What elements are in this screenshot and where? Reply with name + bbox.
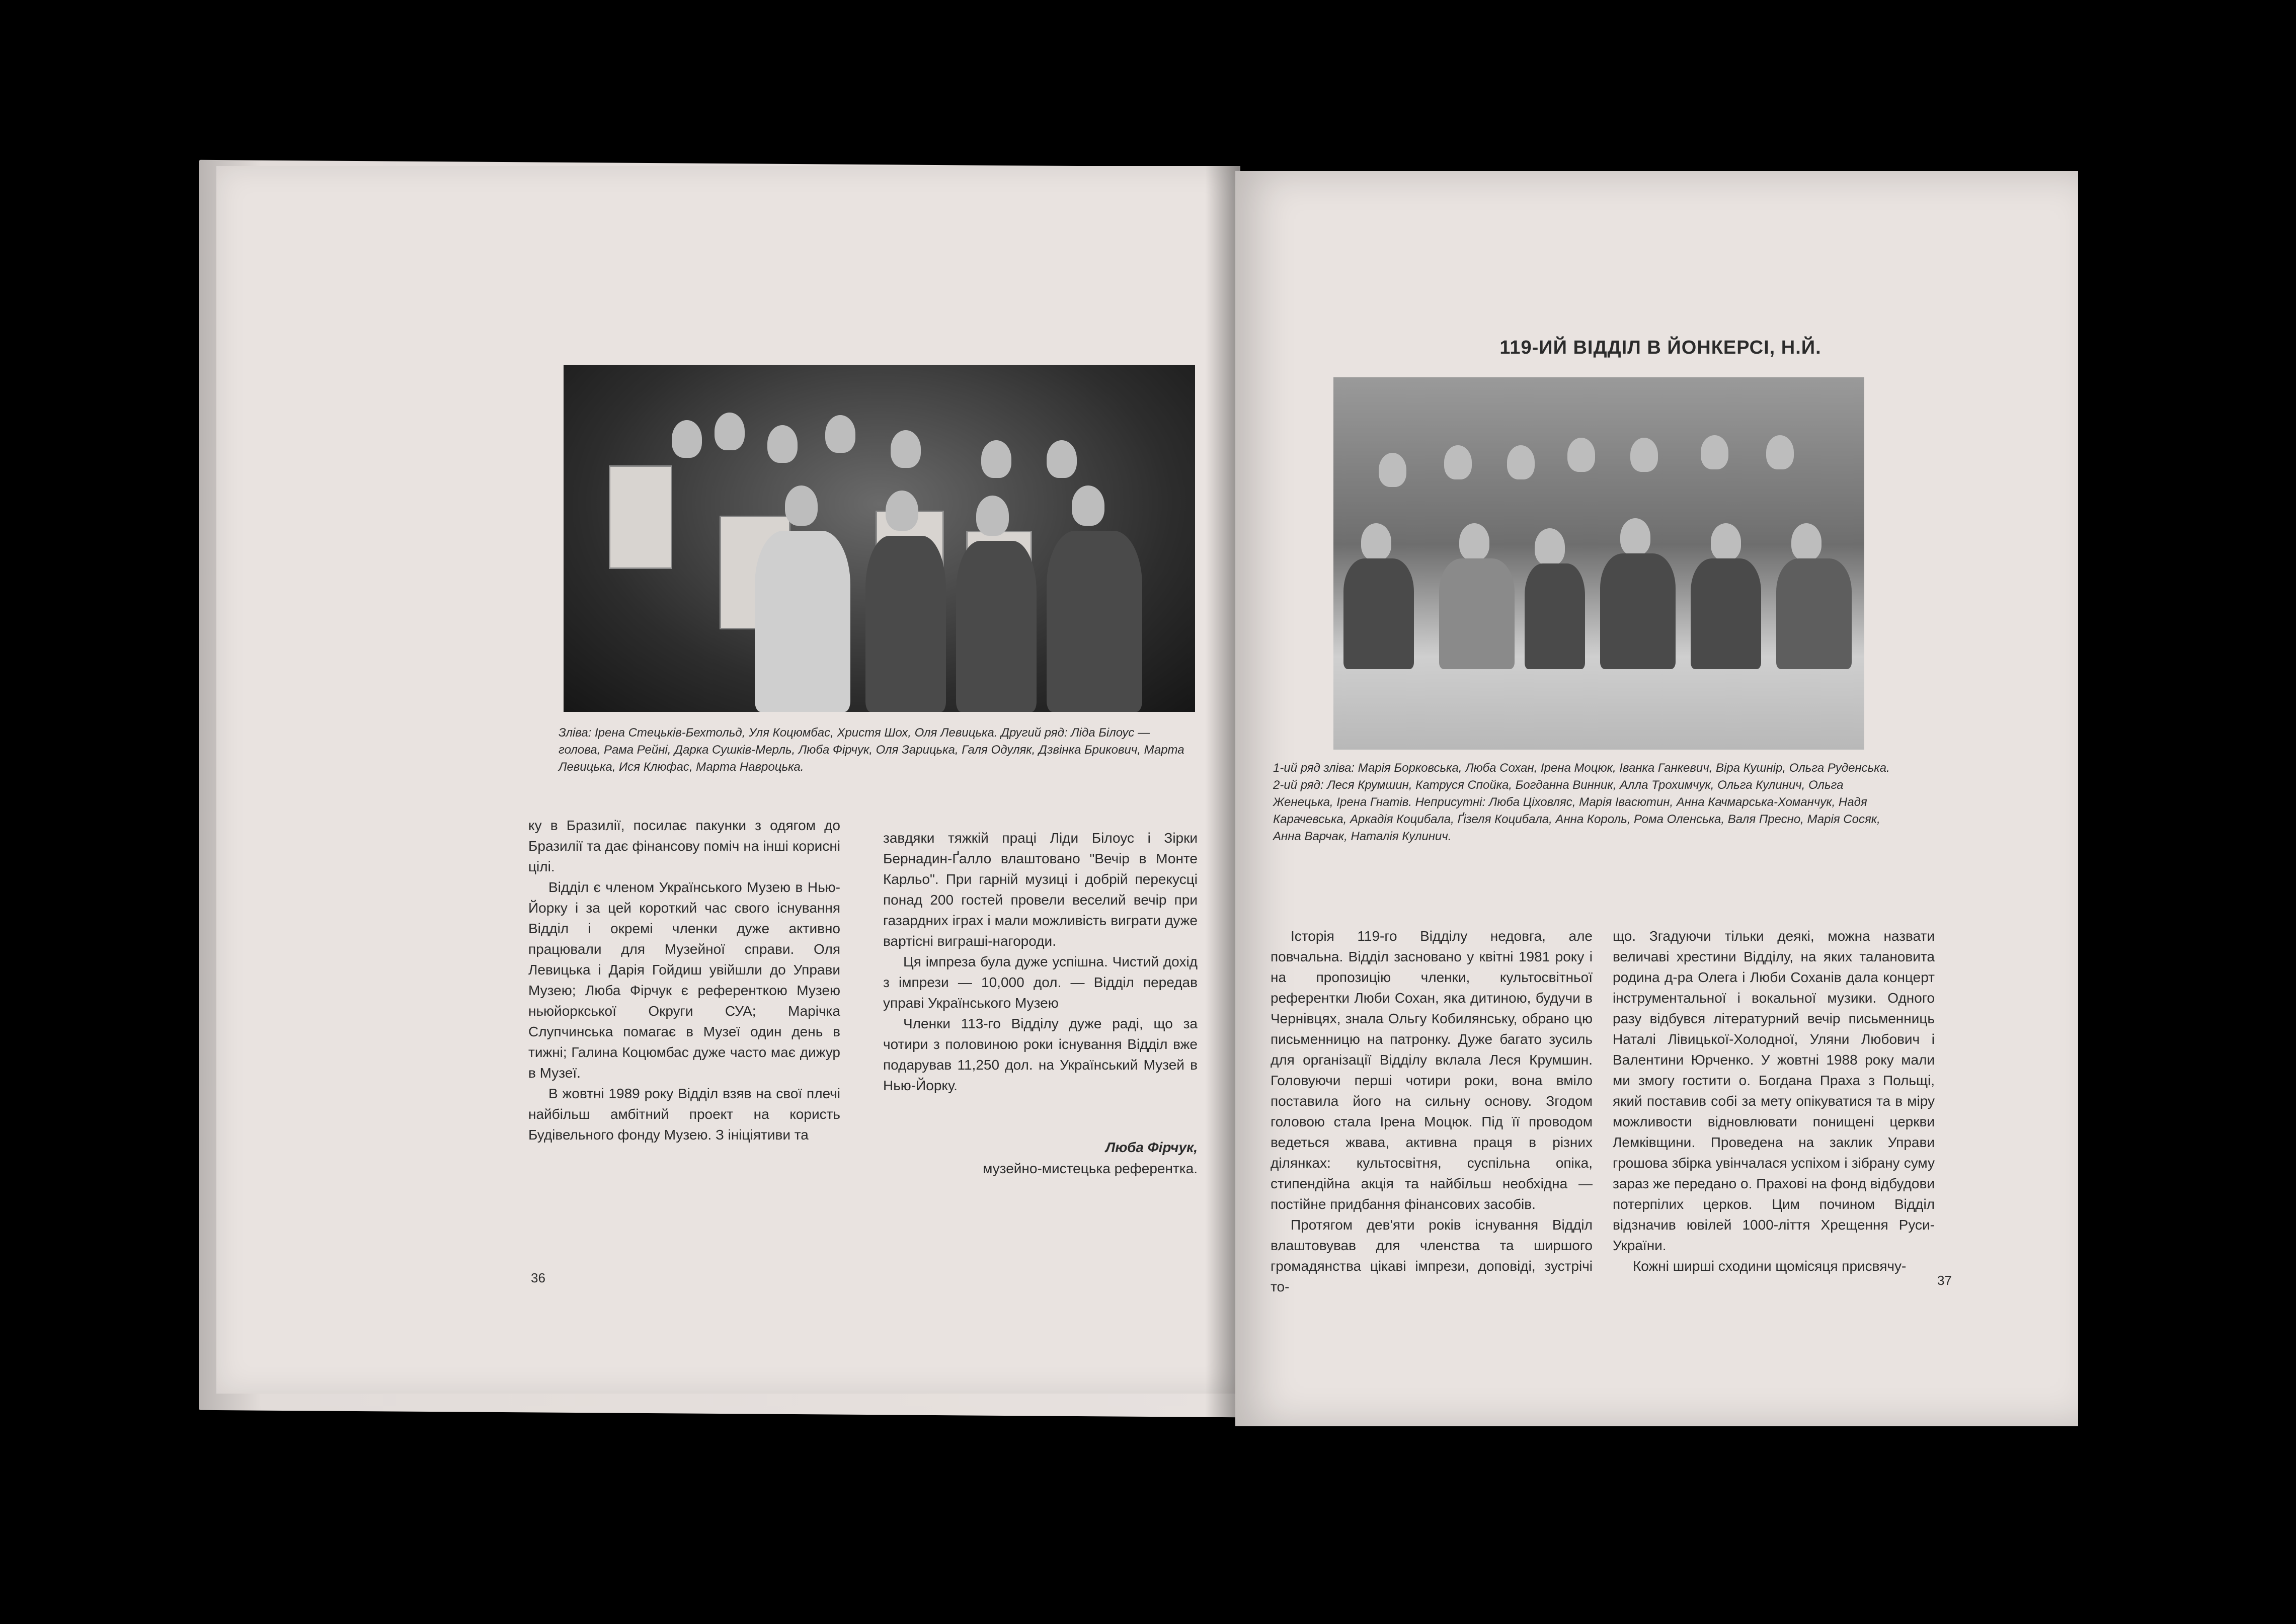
paragraph: Ця імпреза була дуже успішна. Чистий дохід з імпрези — 10,000 дол. — Відділ передав управі Українського Музею <box>883 954 1198 1011</box>
signature-role: музейно-мистецька референтка. <box>983 1161 1198 1176</box>
paragraph: Протягом дев'яти років існування Відділ влаштовував для членства та ширшого громадянства цікаві імпрези, доповіді, зустрічі то- <box>1271 1217 1593 1294</box>
page-number-left: 36 <box>531 1270 545 1285</box>
left-photo-caption: Зліва: Ірена Стецьків-Бехтольд, Уля Коцюмбас, Христя Шох, Оля Левицька. Другий ряд: Ліда Білоус — голова, Рама Рейні, Дарка Сушків-Мерль, Люба Фірчук, Оля Зарицька, Галя Одуляк, Дзвінка Брикович, Марта Левицька, Ися Клюфас, Марта Навроцька. <box>559 726 1184 774</box>
left-column-1 <box>528 815 840 1145</box>
right-photo-caption: 1-ий ряд зліва: Марія Борковська, Люба Сохан, Ірена Моцюк, Іванка Ганкевич, Віра Кушнір, Ольга Руденська. 2-ий ряд: Леся Крумшин, Катруся Спойка, Богданна Винник, Алла Трохимчук, Ольга Кулинич, Ольга Женецька, Ірена Гнатів. Неприсутні: Люба Ціховляс, Марія Івасютин, Анна Качмарська-Хоманчук, Надя Карачевська, Аркадія Коцибала, Ґізеля Коцибала, Анна Король, Рома Оленська, Валя Пресно, Марія Сосяк, Анна Варчак, Наталія Кулинич. <box>1273 761 1890 843</box>
page-number-right: 37 <box>1937 1273 1952 1288</box>
paragraph: що. Згадуючи тільки деякі, можна назвати величаві хрестини Відділу, на яких талановита родина д-ра Олега і Люби Соханів дала концерт інструментальної і вокальної музики. Одного разу відбувся літературний вечір письменниць Наталі Лівицької-Холодної, Уляни Любович і Валентини Юрченко. У жовтні 1988 року мали ми змогу гостити о. Богдана Праха з Польщі, який поставив собі за мету опікуватися та в міру можливости відновлювати понищені церкви Лемківщини. Проведена на заклик Управи грошова збірка увінчалася успіхом і зібрану суму зараз же передано о. Прахові на фонд відбудови потерпілих церков. Цим почином Відділ відзначив ювілей 1000-ліття Хрещення Руси-України. <box>1613 928 1935 1253</box>
paragraph: Історія 119-го Відділу недовга, але повчальна. Відділ засновано у квітні 1981 року і на пропозицію членки, культосвітньої референтки Люби Сохан, яка дитиною, будучи в Чернівцях, знала Ольгу Кобилянську, обрано цю письменницю на патронку. Дуже багато зусиль для організації Відділу вклала Леся Крумшин. Головуючи перші чотири роки, вона вміло поставила його на сильну основу. Згодом головою стала Ірена Моцюк. Під її проводом ведеться жвава, активна праця в різних ділянках: культосвітня, суспільна опіка, стипендійна акція та найбільш необхідна — постійне придбання фінансових засобів. <box>1271 928 1593 1212</box>
left-column-2 <box>883 828 1198 1096</box>
paragraph: В жовтні 1989 року Відділ взяв на свої плечі найбільш амбітний проект на користь Будівельного фонду Музею. З ініціятиви та <box>528 1086 840 1143</box>
section-title: 119-ИЙ ВІДДІЛ В ЙОНКЕРСІ, Н.Й. <box>1499 337 1822 358</box>
signature-name: Люба Фірчук, <box>1105 1140 1198 1155</box>
paragraph: Членки 113-го Відділу дуже раді, що за чотири з половиною роки існування Відділ вже подарував 11,250 дол. на Український Музей в Нью-Йорку. <box>883 1016 1198 1093</box>
paragraph: ку в Бразилії, посилає пакунки з одягом до Бразилії та дає фінансову поміч на інші корисні цілі. <box>528 818 840 874</box>
paragraph: Кожні ширші сходини щомісяця присвячу- <box>1633 1258 1907 1274</box>
left-page <box>216 166 1240 1394</box>
group-photo-left <box>564 365 1195 712</box>
right-column-1 <box>1271 926 1593 1297</box>
paragraph: Відділ є членом Українського Музею в Нью-Йорку і за цей короткий час свого існування Відділ і окремі членки дуже активно працювали для Музейної справи. Оля Левицька і Дарія Гойдиш увійшли до Управи Музею; Люба Фірчук є референткою Музею ньюйоркської Округи СУА; Марічка Слупчинська помагає в Музеї один день в тижні; Галина Коцюмбас дуже часто має дижур в Музеї. <box>528 879 840 1081</box>
paragraph: завдяки тяжкій праці Ліди Білоус і Зірки Бернадин-Ґалло влаштовано "Вечір в Монте Карльо". При гарній музиці і добрій перекусці понад 200 гостей провели веселий вечір при газардних іграх і мали можливість виграти дуже вартісні виграші-нагороди. <box>883 830 1198 949</box>
left-signature <box>886 1137 1198 1179</box>
right-page <box>1235 171 2078 1426</box>
right-column-2 <box>1613 926 1935 1276</box>
group-photo-right <box>1333 377 1864 750</box>
